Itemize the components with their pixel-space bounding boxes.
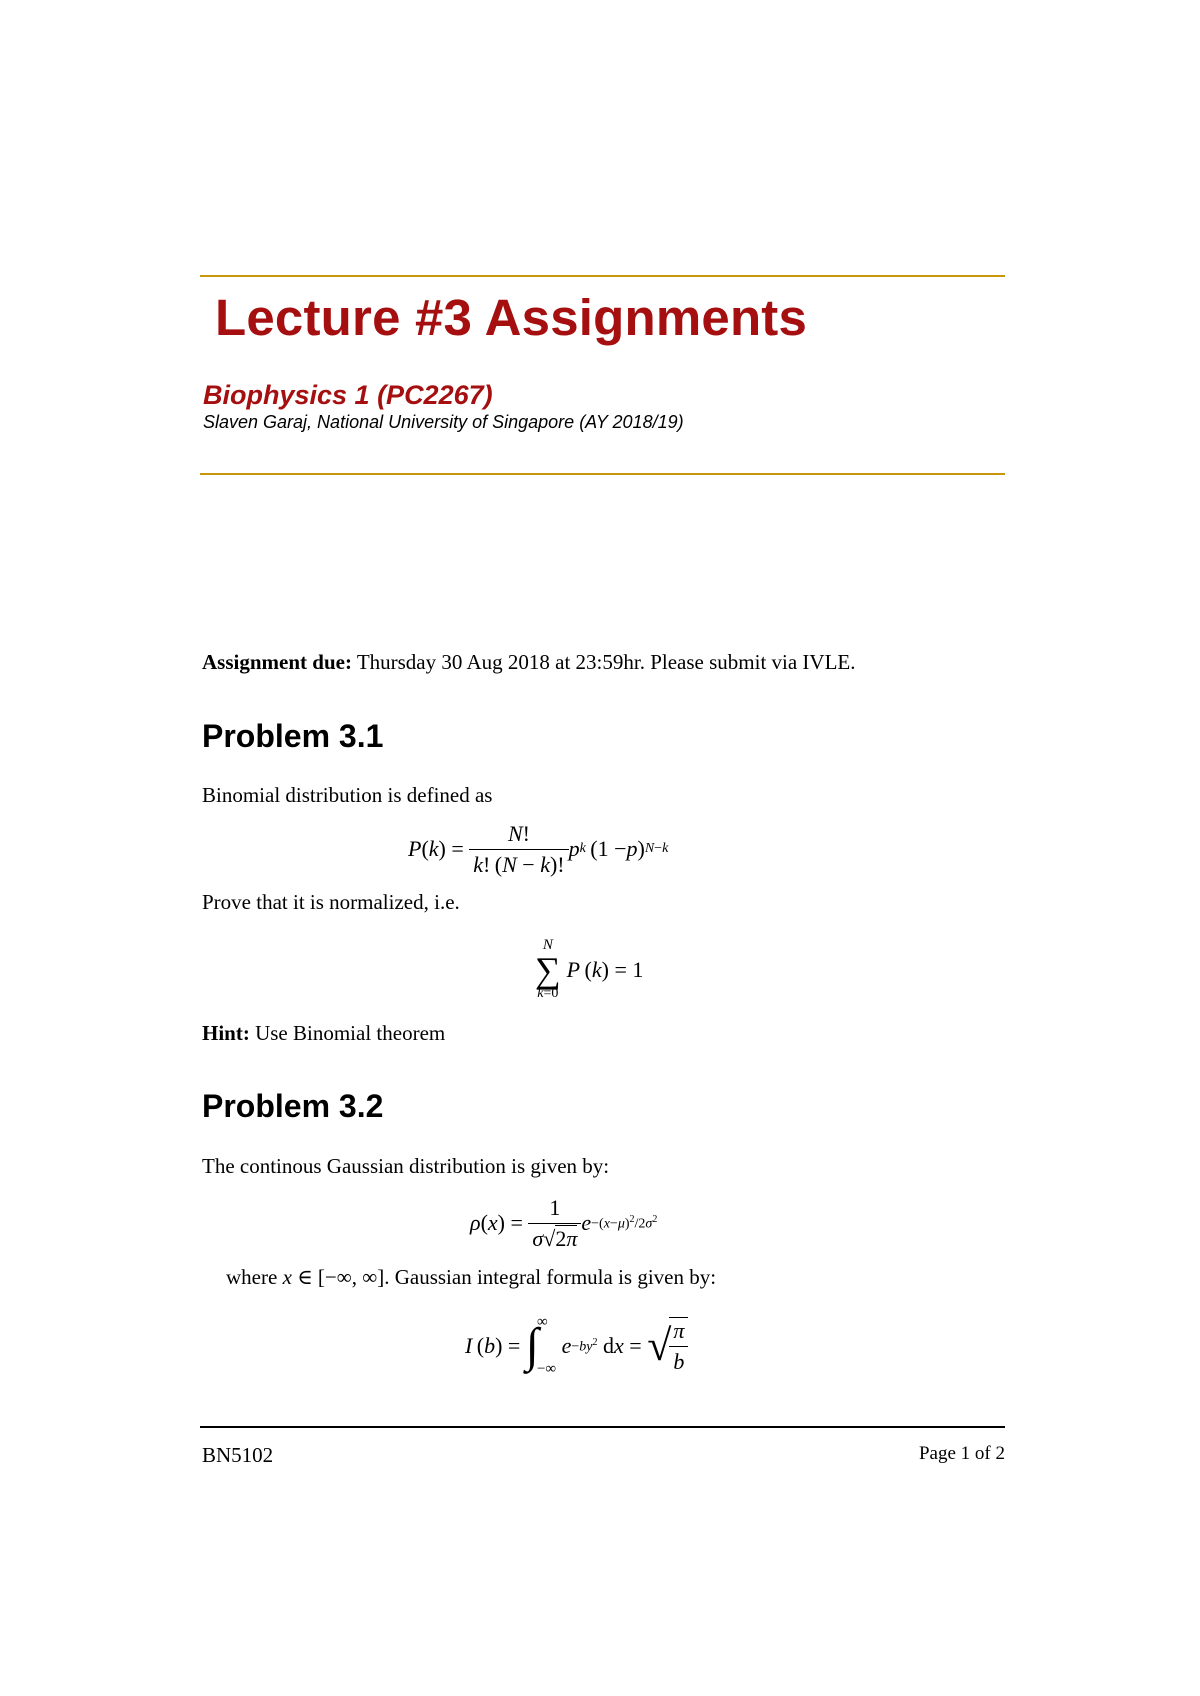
assignment-due: [202, 650, 856, 675]
binomial-equation: P ( k ) = $\frac{N!}{k! (N - k)!}$ p k (1 − p ) N−k: [408, 820, 669, 877]
hint-label: Hint:: [202, 1021, 250, 1045]
author-line: Slaven Garaj, National University of Singapore (AY 2018/19): [203, 412, 684, 432]
assignment-due-label: Assignment due:: [202, 650, 352, 674]
gaussian-equation: ρ ( x ) = $\frac{1}{\sigma√2\pi}$ e $-(x-\mu)^2/2\sigma^2$: [470, 1194, 658, 1251]
assignment-due-text: Thursday 30 Aug 2018 at 23:59hr. Please submit via IVLE.: [356, 650, 856, 674]
hint-text: Use Binomial theorem: [255, 1021, 446, 1045]
footer-page-number: Page 1 of 2: [918, 1443, 1005, 1464]
where-suffix: . Gaussian integral formula is given by:: [384, 1265, 717, 1289]
problem-2-intro: The continous Gaussian distribution is given by:: [202, 1154, 610, 1178]
problem-2-heading: Problem 3.2: [202, 1088, 384, 1124]
problem-1-intro: Binomial distribution is defined as: [202, 783, 493, 807]
where-prefix: where: [226, 1265, 278, 1289]
problem-2-where: where x ∈ [−∞, ∞]. Gaussian integral formula is given by:: [226, 1265, 717, 1289]
header-top-rule: [200, 275, 1005, 277]
gaussian-integral-equation: I ( b ) = ∫ ∞ −∞ e $-by^2$ d x = √ $\frac{\pi}{b}$: [465, 1306, 688, 1386]
normalization-equation: N ∑ k=0 P ( k ) = 1: [535, 937, 644, 1001]
footer-rule: [200, 1426, 1005, 1428]
footer-course-code: BN5102: [202, 1443, 274, 1467]
header-bottom-rule: [200, 473, 1005, 475]
course-name: Biophysics 1 (PC2267): [203, 380, 493, 410]
problem-1-heading: Problem 3.1: [202, 718, 384, 754]
page-title: Lecture #3 Assignments: [215, 289, 808, 346]
problem-1-prove: Prove that it is normalized, i.e.: [202, 890, 460, 914]
problem-1-hint: [202, 1021, 445, 1046]
